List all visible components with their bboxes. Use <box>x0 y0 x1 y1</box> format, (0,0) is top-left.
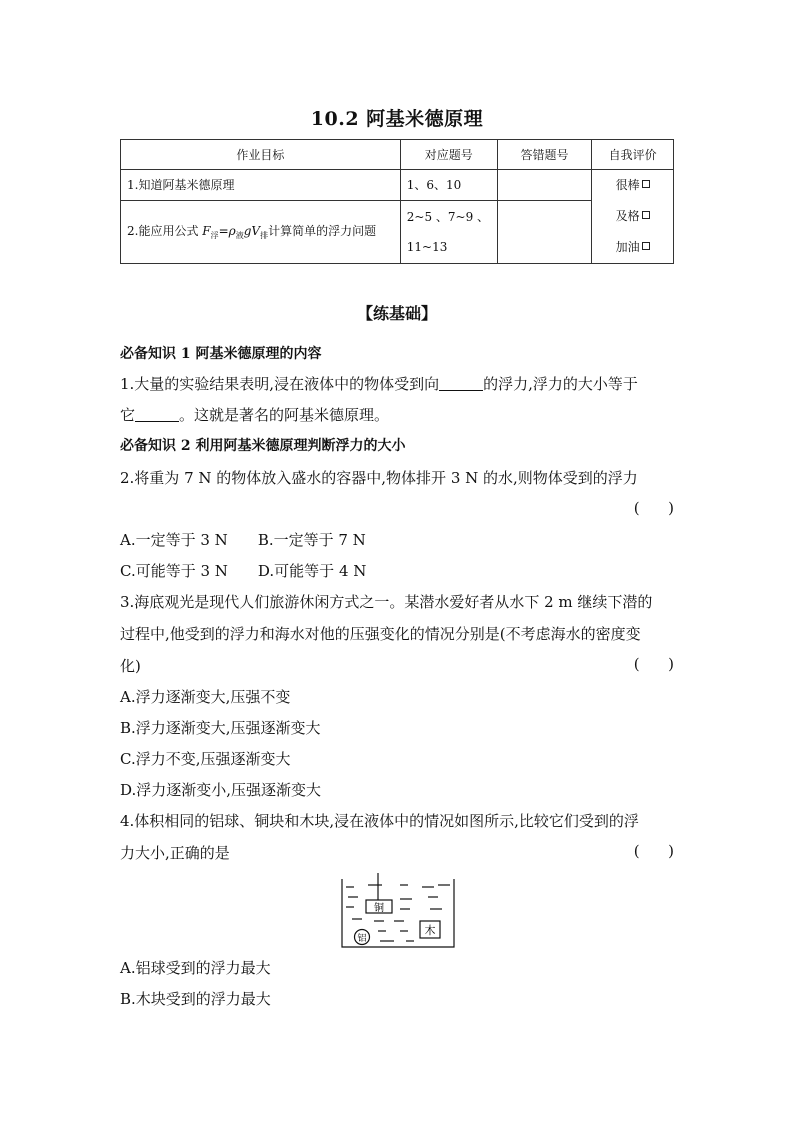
option-a[interactable]: A.一定等于 3 N <box>120 531 228 549</box>
table-header-row <box>121 140 674 170</box>
table-row <box>121 170 674 201</box>
goal-1-nums: 1、6、10 <box>400 170 497 201</box>
answer-paren[interactable]: ( ) <box>633 842 674 860</box>
table-row <box>121 200 674 263</box>
header-self-eval: 自我评价 <box>592 140 674 170</box>
question-3-line-3: 化) <box>120 657 141 675</box>
goal-2-cell: 2.能应用公式 $F_浮=\rho_液gV_排$计算简单的浮力问题 <box>121 200 401 263</box>
checkbox-icon[interactable] <box>642 180 650 188</box>
question-2-options-row-2 <box>120 560 680 581</box>
question-2-options-row-1 <box>120 529 680 550</box>
option-a[interactable]: A.铝球受到的浮力最大 <box>120 959 271 977</box>
question-4-line-2: 力大小,正确的是 <box>120 844 230 862</box>
aluminum-label: 铝 <box>357 934 367 944</box>
option-d[interactable]: D.可能等于 4 N <box>257 562 367 580</box>
self-eval-cell <box>592 170 674 264</box>
goal-1-wrong-cell[interactable] <box>497 170 592 201</box>
checkbox-icon[interactable] <box>642 242 650 250</box>
page-title: 10.2 阿基米德原理 <box>310 108 484 130</box>
eval-option-pass[interactable]: 及格 <box>598 201 667 232</box>
answer-blank[interactable] <box>439 376 483 391</box>
option-b[interactable]: B.木块受到的浮力最大 <box>120 990 271 1008</box>
option-d[interactable]: D.浮力逐渐变小,压强逐渐变大 <box>120 781 322 799</box>
question-4-line-1: 4.体积相同的铝球、铜块和木块,浸在液体中的情况如图所示,比较它们受到的浮 <box>120 812 639 830</box>
answer-blank[interactable] <box>135 407 179 422</box>
knowledge-heading-2: 必备知识 2 利用阿基米德原理判断浮力的大小 <box>120 438 406 454</box>
eval-option-try[interactable]: 加油 <box>598 232 667 263</box>
header-wrong-nums: 答错题号 <box>497 140 592 170</box>
container-figure <box>338 873 458 953</box>
knowledge-heading-1: 必备知识 1 阿基米德原理的内容 <box>120 346 322 362</box>
option-b[interactable]: B.浮力逐渐变大,压强逐渐变大 <box>120 719 321 737</box>
section-heading: 【练基础】 <box>356 304 437 323</box>
question-1-line-1: 1.大量的实验结果表明,浸在液体中的物体受到向 的浮力,浮力的大小等于 <box>120 375 638 393</box>
option-c[interactable]: C.可能等于 3 N <box>120 562 228 580</box>
question-1-line-2: 它 。这就是著名的阿基米德原理。 <box>120 406 390 424</box>
goal-1-cell: 1.知道阿基米德原理 <box>121 170 401 201</box>
checkbox-icon[interactable] <box>642 211 650 219</box>
wood-label: 木 <box>424 924 436 937</box>
option-a[interactable]: A.浮力逐渐变大,压强不变 <box>120 688 291 706</box>
option-b[interactable]: B.一定等于 7 N <box>257 531 366 549</box>
copper-label: 铜 <box>374 903 384 914</box>
question-3-line-2: 过程中,他受到的浮力和海水对他的压强变化的情况分别是(不考虑海水的密度变 <box>120 625 641 643</box>
eval-option-great[interactable]: 很棒 <box>598 170 667 201</box>
question-3-line-1: 3.海底观光是现代人们旅游休闲方式之一。某潜水爱好者从水下 2 m 继续下潜的 <box>120 593 653 611</box>
goal-2-nums: 2~5 、7~9 、 11~13 <box>400 200 497 263</box>
question-2-stem: 2.将重为 7 N 的物体放入盛水的容器中,物体排开 3 N 的水,则物体受到的浮力 <box>120 469 638 487</box>
header-question-nums: 对应题号 <box>400 140 497 170</box>
goals-table <box>120 139 674 264</box>
answer-paren[interactable]: ( ) <box>633 655 674 673</box>
header-goal: 作业目标 <box>121 140 401 170</box>
option-c[interactable]: C.浮力不变,压强逐渐变大 <box>120 750 291 768</box>
goal-2-wrong-cell[interactable] <box>497 200 592 263</box>
answer-paren[interactable]: ( ) <box>633 499 674 517</box>
